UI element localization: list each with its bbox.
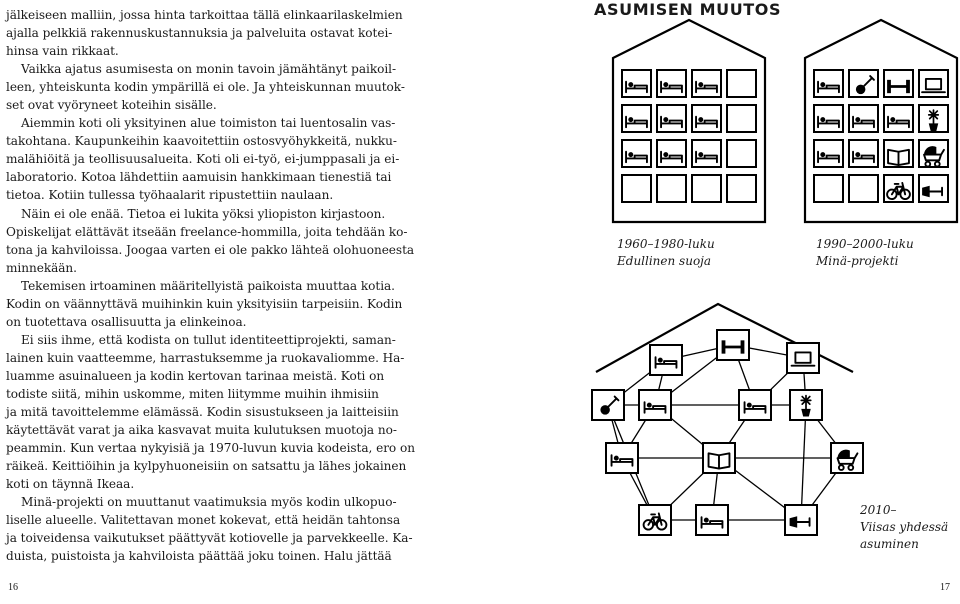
window	[814, 175, 843, 202]
text-line: hinsa vain rikkaat.	[6, 44, 119, 59]
caption-line: asuminen	[860, 537, 919, 551]
text-line: Näin ei ole enää. Tietoa ei lukita yöksi yliopiston kirjastoon.	[21, 206, 386, 221]
text-line: Aiemmin koti oli yksityinen alue toimiston tai luentosalin vas-	[21, 116, 396, 131]
network-node	[592, 390, 624, 420]
window	[849, 175, 878, 202]
figure-title: ASUMISEN MUUTOS	[594, 0, 782, 19]
network-node	[639, 505, 671, 535]
caption-years: 1990–2000-luku	[816, 237, 914, 251]
caption-line: Viisas yhdessä	[860, 520, 949, 534]
text-line: malähiöitä ja teollisuusalueita. Koti oli ei-työ, ei-jumppasali ja ei-	[6, 152, 400, 167]
text-line: peammin. Kun vertaa nykyisiä ja 1970-luvun kuvia kodeista, ero on	[6, 441, 415, 456]
text-line: Tekemisen irtoaminen määritellyistä paikoista muuttaa kotia.	[21, 278, 395, 293]
window	[727, 70, 756, 97]
text-line: todiste siitä, mihin uskomme, miten liitymme muihin ihmisiin	[6, 386, 379, 401]
window	[657, 175, 686, 202]
text-line: tietoa. Kotiin tullessa työhaalarit ripustettiin naulaan.	[6, 188, 334, 203]
text-line: takohtana. Kaupunkeihin kaavoitettiin ostosvyöhykkeitä, nukku-	[6, 134, 397, 149]
text-line: laboratorio. Kotoa lähdettiin aamuisin hankkimaan tienestiä tai	[6, 170, 392, 185]
text-line: duista, puistoista ja kahviloista päättää joku toinen. Halu jättää	[6, 549, 392, 564]
text-line: jälkeiseen malliin, jossa hinta tarkoittaa tällä elinkaarilaskelmien	[6, 8, 403, 22]
text-line: ajalla pelkkiä rakennuskustannuksia ja palveluita ostavat kotei-	[6, 26, 393, 41]
caption-name: Minä-projekti	[816, 254, 899, 268]
window	[622, 175, 651, 202]
text-line: käytettävät varat ja aika kasvavat muita kulutuksen muotoja no-	[6, 423, 397, 438]
caption-years: 2010–	[860, 503, 897, 517]
text-line: minnekään.	[6, 260, 77, 275]
window	[692, 175, 721, 202]
window	[727, 175, 756, 202]
text-line: Opiskelijat elättävät itseään freelance-hommilla, joita tehdään ko-	[6, 224, 408, 239]
text-line: koti on täynnä Ikeaa.	[6, 477, 135, 492]
caption-name: Edullinen suoja	[617, 254, 712, 268]
text-line: Minä-projekti on muuttanut vaatimuksia myös kodin ulkopuo-	[21, 495, 397, 510]
text-line: on tuotettava osallisuutta ja elinkeinoa.	[6, 314, 247, 329]
network-edge	[801, 405, 806, 520]
text-line: lainen kuin vaatteemme, harrastuksemme ja ruokavaliomme. Ha-	[6, 350, 405, 365]
page-number-left: 16	[8, 582, 18, 593]
text-line: luamme asuinalueen ja kodin kertovan tarinaa meistä. Koti on	[6, 368, 385, 383]
text-line: ja toiveidensa vaikutukset päättyvät kotiovelle ja parvekkeelle. Ka-	[6, 531, 413, 546]
window	[727, 140, 756, 167]
text-line: Kodin on väännyttävä muihinkin kuin yksityisiin tarpeisiin. Kodin	[6, 296, 403, 311]
page-number-right: 17	[940, 582, 950, 593]
text-line: ja mitä tavoittelemme elämässä. Kodin sisustukseen ja laitteisiin	[6, 405, 399, 420]
text-line: leen, yhteiskunta kodin ympärillä ei ole. Ja yhteiskunnan muutok-	[6, 80, 405, 95]
text-line: set ovat vyöryneet koteihin sisälle.	[6, 98, 217, 113]
text-line: Ei siis ihme, että kodista on tullut identiteettiprojekti, saman-	[21, 332, 396, 347]
text-line: Vaikka ajatus asumisesta on monin tavoin jämähtänyt paikoil-	[21, 62, 397, 77]
caption-years: 1960–1980-luku	[617, 237, 715, 251]
text-line: liselle alueelle. Valitettavan monet kokevat, että heidän tahtonsa	[6, 513, 401, 528]
network-node	[787, 343, 819, 373]
window	[727, 105, 756, 132]
text-line: räikeä. Keittiöihin ja kylpyhuoneisiin on satsattu ja lähes jokainen	[6, 459, 407, 474]
text-line: tona ja kahviloissa. Joogaa varten ei ole pakko lähteä olohuoneesta	[6, 242, 415, 257]
